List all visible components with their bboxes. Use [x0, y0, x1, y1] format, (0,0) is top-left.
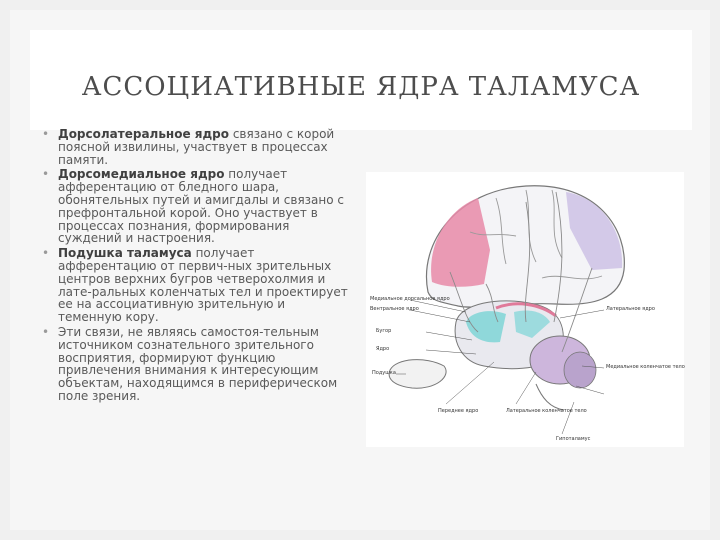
bullet-item: [40, 247, 350, 324]
bullet-bold: Дорсомедиальное ядро: [58, 167, 225, 182]
bullet-bold: Подушка таламуса: [58, 246, 192, 261]
label-anterior-nucleus: Переднее ядро: [438, 408, 479, 414]
label-lgn: Латеральное коленчатое тело: [506, 408, 587, 414]
bullet-bold: Дорсолатеральное ядро: [58, 127, 230, 141]
bullet-item: [40, 128, 350, 166]
label-lateral-nucleus: Латеральное ядро: [606, 306, 655, 312]
bullet-text: Эти связи, не являясь самостоя-тельным источником сознательного зрительного восприятия, формируют функцию привлечения внимания к интересующим объектам, находящимся в периферическом поле зрения.: [58, 324, 338, 403]
bullet-list: [40, 128, 350, 405]
label-md-nucleus: Медиальное дорсальное ядро: [370, 296, 450, 302]
label-hypothalamus: Гипоталамус: [556, 436, 591, 442]
bullet-item: [40, 168, 350, 245]
bullet-text: получает афферентацию от первич-ных зрительных центров верхних бугров четверохолмия и лате-ральных коленчатых тел и проектирует ее на ассоциативную зрительную и теменную кору.: [58, 246, 348, 325]
thalamus-diagram: [366, 172, 684, 447]
title-box: [30, 30, 692, 130]
label-tubercle: Бугор: [376, 328, 392, 334]
label-pillow: Подушка: [372, 370, 396, 376]
bullet-text: получает афферентацию от бледного шара, обонятельных путей и амигдалы и связано с префронтальной корой. Оно участвует в процессах познания, формирования суждений и настроения.: [58, 167, 345, 246]
bullet-item: [40, 326, 350, 403]
label-ventral-nucleus: Вентральное ядро: [370, 306, 419, 312]
slide-title: АССОЦИАТИВНЫЕ ЯДРА ТАЛАМУСА: [81, 72, 641, 102]
label-nucleus: Ядро: [376, 346, 390, 352]
bullet-text: связано с корой поясной извилины, участвует в процессах памяти.: [58, 127, 335, 167]
label-mgn: Медиальное коленчатое тело: [606, 364, 685, 370]
